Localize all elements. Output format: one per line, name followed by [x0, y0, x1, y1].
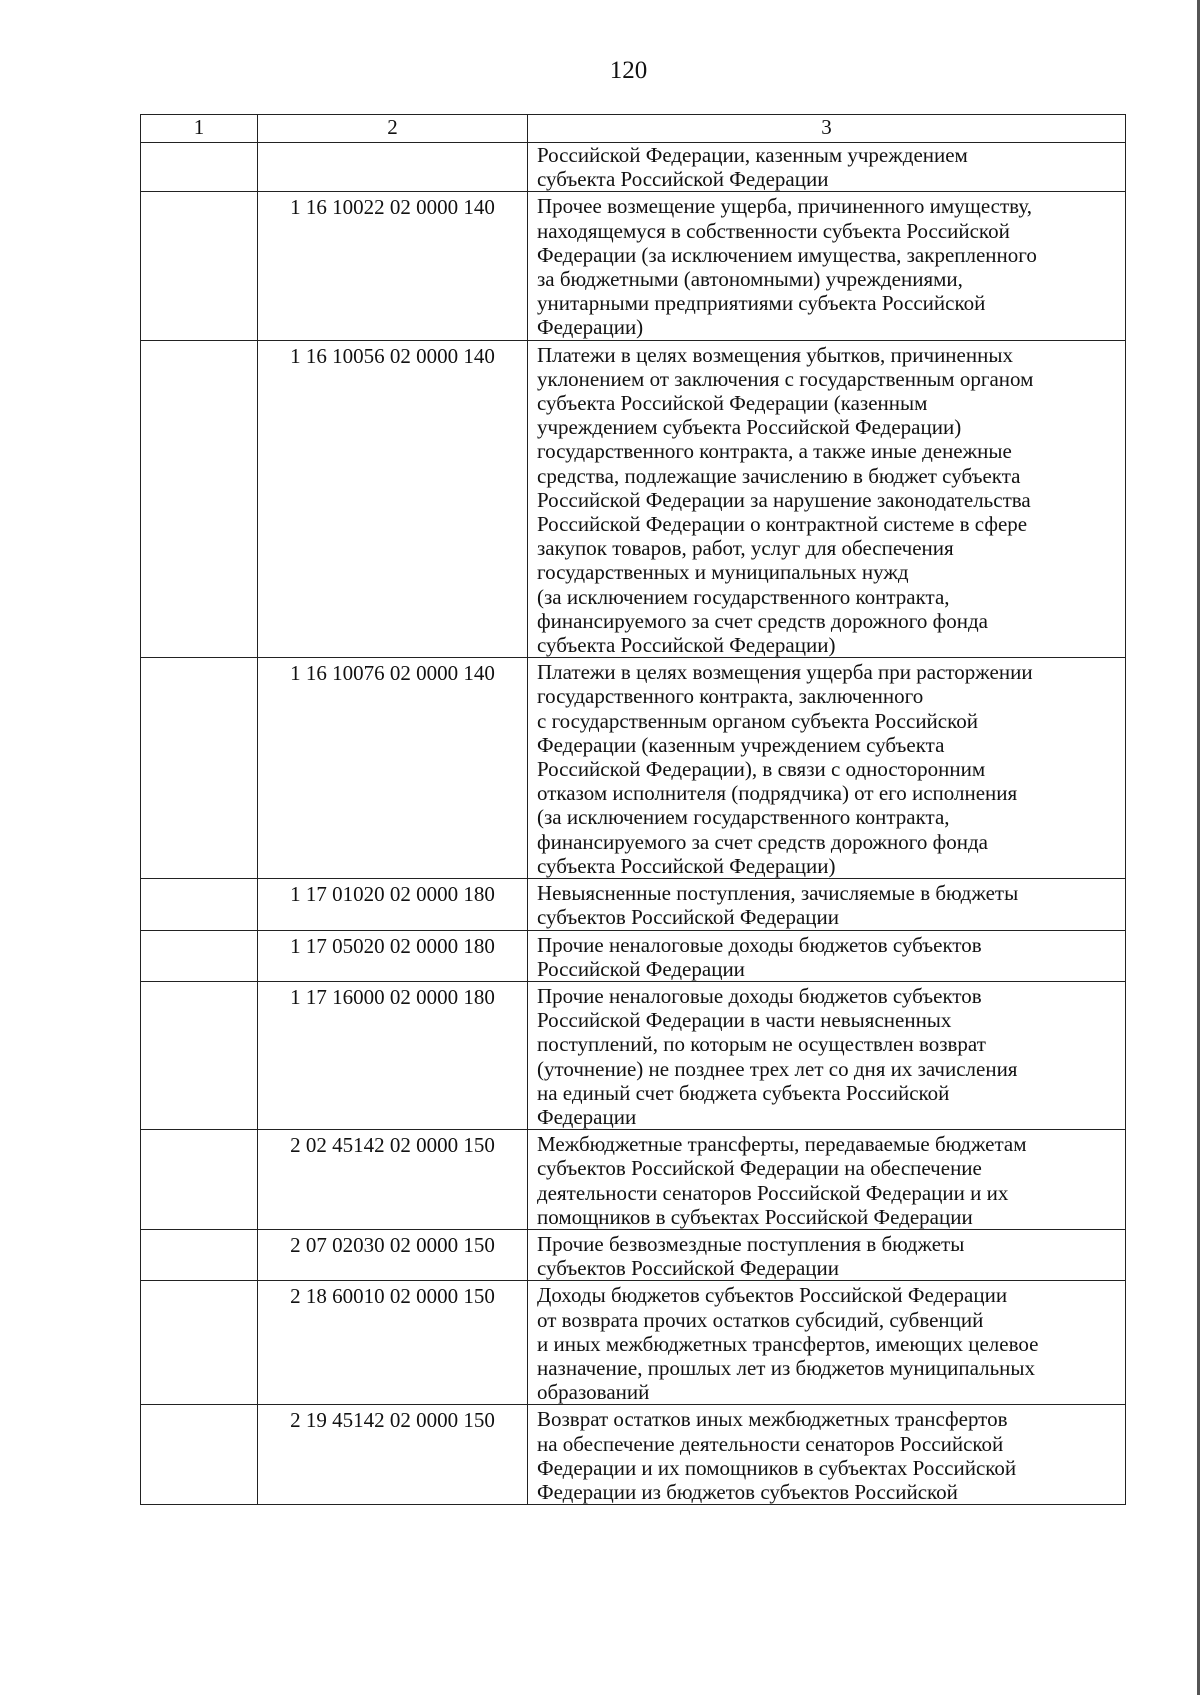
- table-row: [141, 879, 1126, 930]
- description-line: от возврата прочих остатков субсидий, субвенций: [537, 1307, 984, 1332]
- description-line: образований: [537, 1380, 650, 1405]
- description-line: учреждением субъекта Российской Федерации): [537, 415, 962, 440]
- budget-code-cell: 1 16 10076 02 0000 140: [258, 658, 528, 879]
- description-cell: [528, 879, 1126, 930]
- row-number-cell: [141, 879, 258, 930]
- description-cell: [528, 143, 1126, 192]
- description-line: уклонением от заключения с государственным органом: [537, 366, 1034, 391]
- budget-code-cell: 2 07 02030 02 0000 150: [258, 1229, 528, 1280]
- description-cell: [528, 1229, 1126, 1280]
- description-line: Прочее возмещение ущерба, причиненного имуществу,: [537, 194, 1033, 219]
- description-line: Федерации: [537, 1104, 637, 1129]
- budget-code-cell: 1 17 16000 02 0000 180: [258, 981, 528, 1129]
- description-line: и иных межбюджетных трансфертов, имеющих целевое: [537, 1331, 1039, 1356]
- description-line: субъекта Российской Федерации: [537, 167, 829, 192]
- description-line: Федерации): [537, 315, 644, 340]
- description-cell: [528, 1281, 1126, 1405]
- description-line: на обеспечение деятельности сенаторов Российской: [537, 1431, 1004, 1456]
- description-line: субъекта Российской Федерации (казенным: [537, 391, 928, 416]
- table-row: [141, 1130, 1126, 1230]
- description-line: субъектов Российской Федерации: [537, 905, 840, 930]
- description-line: Российской Федерации), в связи с односторонним: [537, 757, 986, 782]
- description-line: средства, подлежащие зачислению в бюджет субъекта: [537, 463, 1021, 488]
- header-cell-3: 3: [528, 115, 1126, 143]
- table-row: [141, 192, 1126, 340]
- table-row: [141, 658, 1126, 879]
- description-line: государственного контракта, заключенного: [537, 684, 924, 709]
- description-line: субъекта Российской Федерации): [537, 853, 836, 878]
- description-line: Федерации (за исключением имущества, закрепленного: [537, 242, 1037, 267]
- description-line: помощников в субъектах Российской Федерации: [537, 1204, 973, 1229]
- description-line: Российской Федерации за нарушение законодательства: [537, 487, 1031, 512]
- description-line: финансируемого за счет средств дорожного фонда: [537, 608, 988, 633]
- table-row: [141, 143, 1126, 192]
- table-row: [141, 930, 1126, 981]
- budget-code-cell: 1 16 10056 02 0000 140: [258, 340, 528, 658]
- description-line: с государственным органом субъекта Российской: [537, 708, 978, 733]
- description-line: финансируемого за счет средств дорожного фонда: [537, 829, 988, 854]
- description-line: Российской Федерации: [537, 956, 745, 981]
- row-number-cell: [141, 143, 258, 192]
- description-line: субъектов Российской Федерации: [537, 1256, 840, 1281]
- description-line: на единый счет бюджета субъекта Российской: [537, 1080, 950, 1105]
- description-line: Федерации из бюджетов субъектов Российской: [537, 1479, 958, 1504]
- description-line: закупок товаров, работ, услуг для обеспечения: [537, 536, 954, 561]
- table-row: [141, 340, 1126, 658]
- description-cell: [528, 1405, 1126, 1505]
- row-number-cell: [141, 192, 258, 340]
- description-cell: [528, 981, 1126, 1129]
- row-number-cell: [141, 340, 258, 658]
- budget-code-cell: [258, 143, 528, 192]
- description-line: Российской Федерации, казенным учреждением: [537, 143, 968, 167]
- description-line: Российской Федерации о контрактной системе в сфере: [537, 512, 1028, 537]
- row-number-cell: [141, 1405, 258, 1505]
- table-row: [141, 1281, 1126, 1405]
- budget-code-cell: 1 17 05020 02 0000 180: [258, 930, 528, 981]
- table-header-row: [141, 115, 1126, 143]
- description-line: государственных и муниципальных нужд: [537, 560, 909, 585]
- budget-code-cell: 2 02 45142 02 0000 150: [258, 1130, 528, 1230]
- description-line: Невыясненные поступления, зачисляемые в бюджеты: [537, 881, 1019, 906]
- budget-code-cell: 1 17 01020 02 0000 180: [258, 879, 528, 930]
- table-row: [141, 981, 1126, 1129]
- row-number-cell: [141, 1130, 258, 1230]
- description-line: государственного контракта, а также иные денежные: [537, 439, 1012, 464]
- description-line: Прочие безвозмездные поступления в бюджеты: [537, 1231, 965, 1256]
- description-cell: [528, 192, 1126, 340]
- description-line: отказом исполнителя (подрядчика) от его исполнения: [537, 781, 1018, 806]
- budget-code-cell: 2 19 45142 02 0000 150: [258, 1405, 528, 1505]
- description-line: назначение, прошлых лет из бюджетов муниципальных: [537, 1355, 1036, 1380]
- description-cell: [528, 340, 1126, 658]
- description-line: поступлений, по которым не осуществлен возврат: [537, 1032, 986, 1057]
- description-line: унитарными предприятиями субъекта Российской: [537, 291, 986, 316]
- description-line: субъекта Российской Федерации): [537, 633, 836, 658]
- description-line: (за исключением государственного контракта,: [537, 805, 950, 830]
- row-number-cell: [141, 1229, 258, 1280]
- page-number: 120: [609, 57, 648, 84]
- row-number-cell: [141, 930, 258, 981]
- table-row: [141, 1229, 1126, 1280]
- description-line: (уточнение) не позднее трех лет со дня их зачисления: [537, 1056, 1018, 1081]
- description-line: субъектов Российской Федерации на обеспечение: [537, 1156, 982, 1181]
- revenue-codes-table: [140, 114, 1126, 1505]
- budget-code-cell: 2 18 60010 02 0000 150: [258, 1281, 528, 1405]
- budget-code-cell: 1 16 10022 02 0000 140: [258, 192, 528, 340]
- description-line: Доходы бюджетов субъектов Российской Федерации: [537, 1283, 1008, 1308]
- description-line: Российской Федерации в части невыясненных: [537, 1008, 952, 1033]
- description-line: Федерации и их помощников в субъектах Российской: [537, 1455, 1017, 1480]
- description-line: (за исключением государственного контракта,: [537, 584, 950, 609]
- row-number-cell: [141, 658, 258, 879]
- description-line: Прочие неналоговые доходы бюджетов субъектов: [537, 983, 982, 1008]
- header-cell-2: 2: [258, 115, 528, 143]
- description-line: Прочие неналоговые доходы бюджетов субъектов: [537, 932, 982, 957]
- row-number-cell: [141, 981, 258, 1129]
- description-line: деятельности сенаторов Российской Федерации и их: [537, 1180, 1009, 1205]
- description-cell: [528, 1130, 1126, 1230]
- description-line: Возврат остатков иных межбюджетных трансфертов: [537, 1407, 1008, 1432]
- table-row: [141, 1405, 1126, 1505]
- description-line: за бюджетными (автономными) учреждениями,: [537, 267, 963, 292]
- description-line: Платежи в целях возмещения ущерба при расторжении: [537, 660, 1033, 685]
- description-line: Платежи в целях возмещения убытков, причиненных: [537, 342, 1013, 367]
- description-cell: [528, 930, 1126, 981]
- row-number-cell: [141, 1281, 258, 1405]
- table-body: [141, 115, 1126, 1505]
- header-cell-1: 1: [141, 115, 258, 143]
- description-line: Межбюджетные трансферты, передаваемые бюджетам: [537, 1132, 1027, 1157]
- description-line: Федерации (казенным учреждением субъекта: [537, 732, 945, 757]
- description-line: находящемуся в собственности субъекта Российской: [537, 218, 1010, 243]
- description-cell: [528, 658, 1126, 879]
